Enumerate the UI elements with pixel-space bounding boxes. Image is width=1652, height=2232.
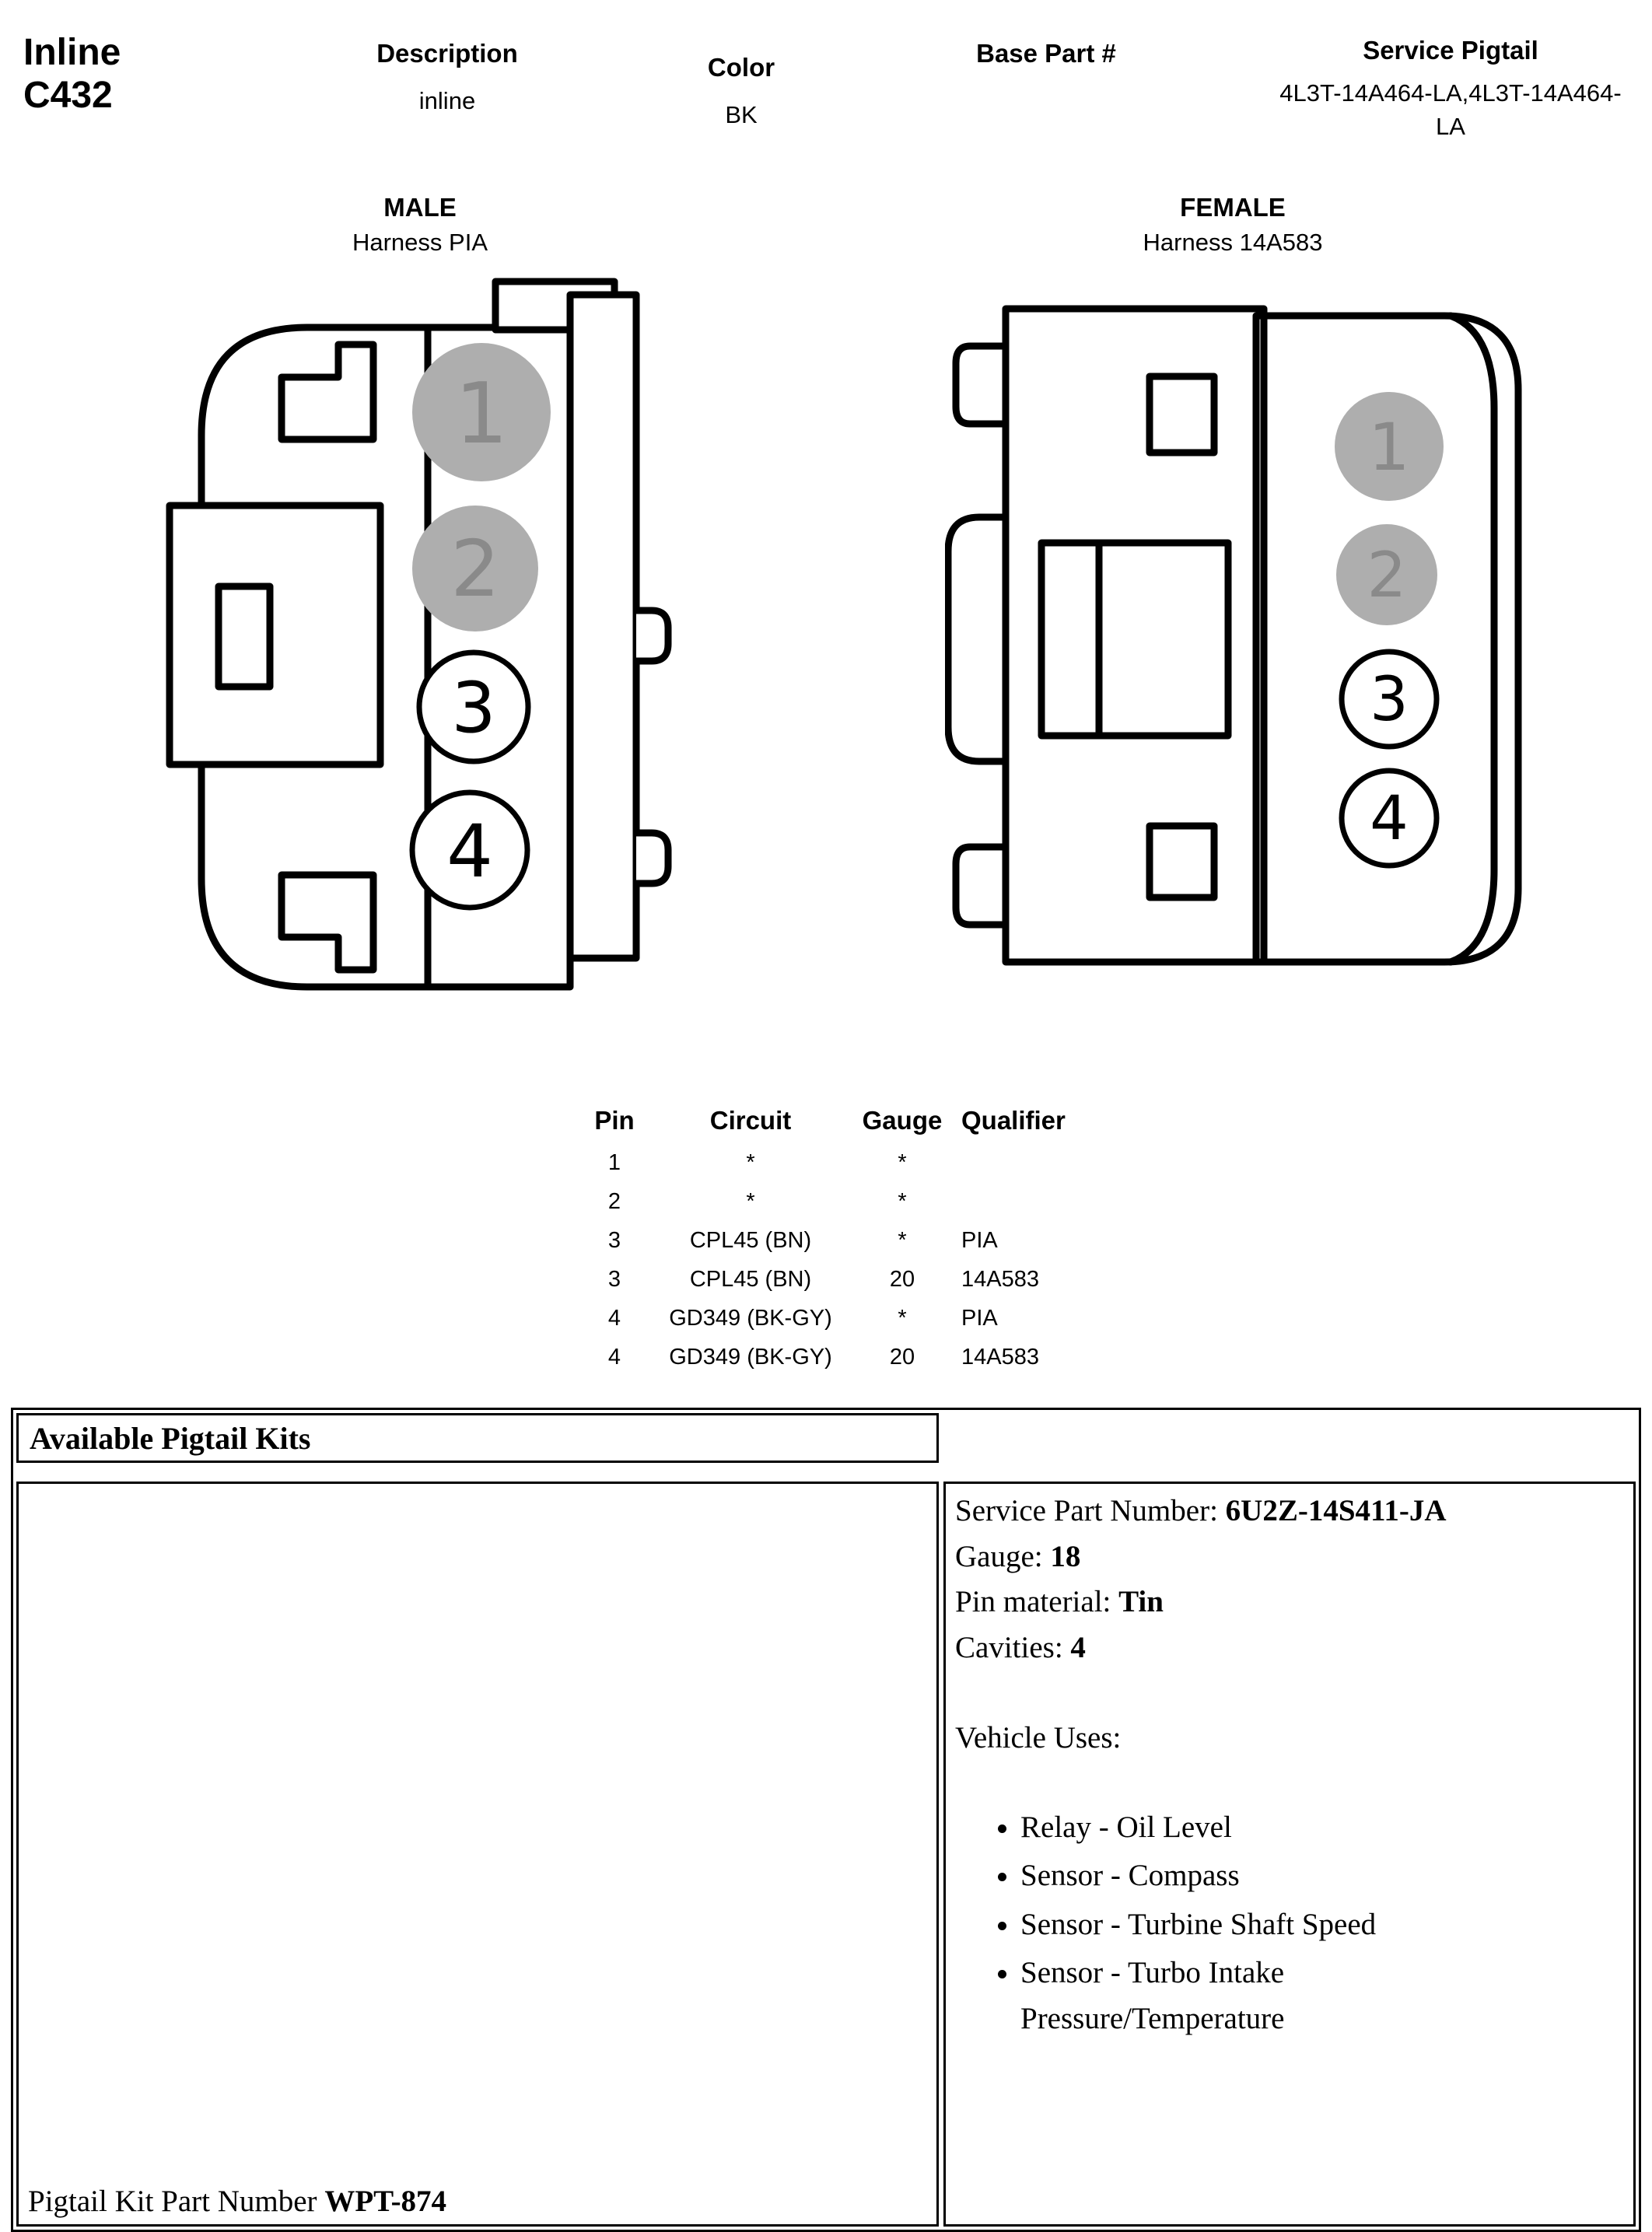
gauge-value: 18 [1050,1539,1081,1573]
male-pin-2-number: 2 [450,523,500,614]
pin-table-cell: 4 [607,1344,621,1370]
pin-circuit-table [576,1098,1159,1377]
pin-table-cell: GD349 (BK-GY) [669,1305,832,1331]
pin-table-cell: GD349 (BK-GY) [669,1344,832,1370]
vehicle-uses-list [955,1805,1624,2042]
pin-material-value: Tin [1118,1585,1164,1618]
pin-table-header-gauge: Gauge [862,1106,943,1135]
description-column [334,39,560,117]
pin-table-cell: CPL45 (BN) [689,1227,812,1253]
female-harness-label: Harness 14A583 [1143,229,1323,256]
pin-table-cell: * [746,1188,755,1214]
pin-table-cell: 14A583 [961,1266,1039,1292]
vehicle-use-item: • Relay - Oil Level [1020,1805,1472,1851]
female-pin-4-number: 4 [1370,784,1409,854]
pin-table-cell: * [746,1149,755,1175]
pin-material-label: Pin material: [955,1585,1119,1618]
cavities-label: Cavities: [955,1630,1071,1664]
available-pigtail-kits-section [11,1408,1641,2232]
male-gender-label: MALE [383,193,457,222]
kit-part-label: Pigtail Kit Part Number [28,2185,325,2218]
pigtail-kit-details-cell [943,1482,1636,2227]
color-value: BK [725,101,758,128]
female-connector-diagram [945,292,1536,976]
pin-table-cell: 2 [607,1188,621,1214]
service-part-number-line [955,1489,1624,1534]
pin-table-cell: * [898,1188,907,1214]
female-gender-label: FEMALE [1180,193,1286,222]
gauge-line [955,1534,1624,1580]
color-label: Color [707,53,775,82]
cavities-value: 4 [1070,1630,1086,1664]
color-column [628,53,854,131]
male-pin-4-number: 4 [446,810,493,894]
female-pin-2-number: 2 [1367,539,1407,611]
pin-table-cell: * [898,1227,907,1253]
connector-id: C432 [23,75,113,117]
pin-table-cell: 3 [607,1227,621,1253]
service-part-number-value: 6U2Z-14S411-JA [1225,1494,1447,1527]
male-connector-diagram [156,276,684,999]
service-part-number-label: Service Part Number: [955,1494,1226,1527]
connector-type: Inline [23,32,121,73]
cavities-line [955,1625,1624,1671]
pin-table-header-qualifier: Qualifier [961,1106,1066,1135]
pin-table-cell: 20 [889,1344,915,1370]
description-value: inline [418,87,476,114]
female-connector-outline [948,309,1518,962]
base-part-label: Base Part # [976,39,1116,68]
pigtail-kits-title: Available Pigtail Kits [16,1413,939,1463]
vehicle-use-item: • Sensor - Compass [1020,1853,1472,1899]
male-pin-1-number: 1 [454,366,509,463]
pin-table-header-pin: Pin [594,1106,635,1135]
male-connector-caption [264,193,576,257]
male-harness-label: Harness PIA [352,229,488,256]
vehicle-use-item: • Sensor - Turbine Shaft Speed [1020,1902,1472,1948]
base-part-column [918,39,1174,84]
vehicle-use-item: • Sensor - Turbo Intake Pressure/Temperature [1020,1950,1472,2041]
pin-table-header-circuit: Circuit [709,1106,792,1135]
gauge-label: Gauge: [955,1539,1051,1573]
pigtail-kit-row [16,1482,1636,2227]
female-pin-1-number: 1 [1368,409,1410,485]
description-label: Description [376,39,518,68]
connector-title [23,31,121,117]
service-pigtail-value: 4L3T-14A464-LA,4L3T-14A464-LA [1279,79,1622,141]
service-pigtail-column [1268,36,1633,144]
pin-table-cell: PIA [961,1227,998,1253]
pin-table-cell: 1 [607,1149,621,1175]
pin-table-cell: * [898,1149,907,1175]
pin-table-cell: 3 [607,1266,621,1292]
service-pigtail-label: Service Pigtail [1363,36,1538,65]
pigtail-kit-image-cell [16,1482,939,2227]
female-connector-caption [1077,193,1388,257]
female-pin-3-number: 3 [1370,665,1409,735]
pin-table-cell: 20 [889,1266,915,1292]
spacer [955,1671,1624,1716]
male-pin-3-number: 3 [451,667,496,749]
vehicle-uses-label: Vehicle Uses: [955,1721,1122,1754]
pin-table-cell: 14A583 [961,1344,1039,1370]
pin-table-cell: 4 [607,1305,621,1331]
pin-material-line [955,1580,1624,1625]
kit-part-value: WPT-874 [324,2185,447,2218]
pigtail-kit-part-number [28,2184,446,2219]
pin-table-cell: * [898,1305,907,1331]
pin-table-cell: PIA [961,1305,998,1331]
pin-table-cell: CPL45 (BN) [689,1266,812,1292]
